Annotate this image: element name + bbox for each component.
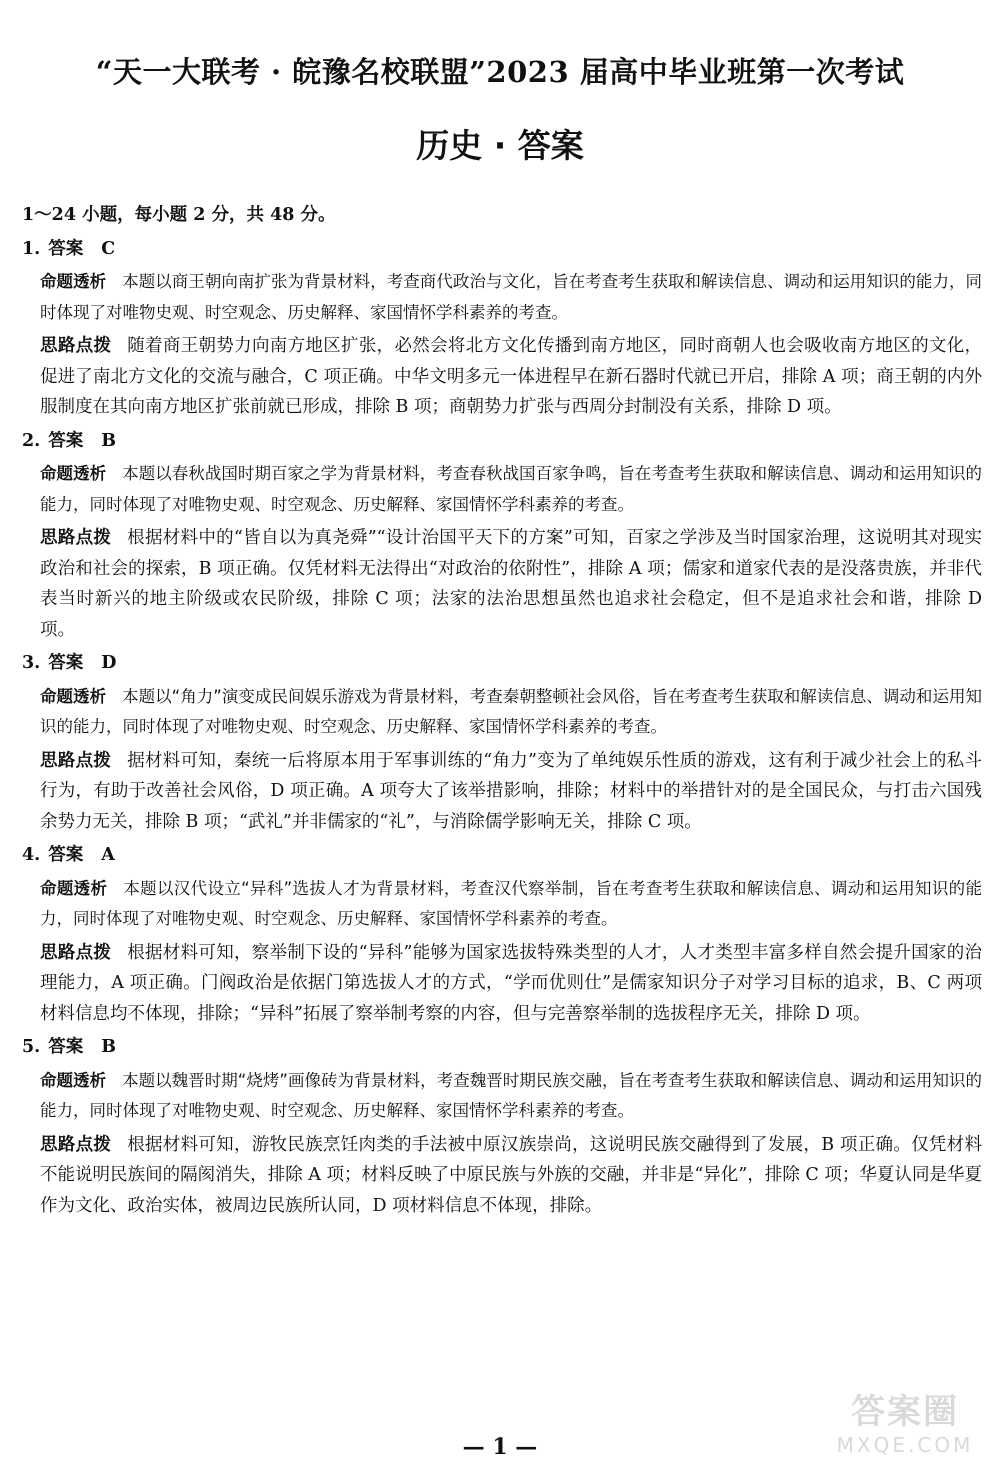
question-number: 2. <box>22 430 41 451</box>
analysis-text: 本题以汉代设立“异科”选拔人才为背景材料，考查汉代察举制，旨在考查考生获取和解读信息、调动和运用知识的能力，同时体现了对唯物史观、时空观念、历史解释、家国情怀学科素养的考查。 <box>40 878 982 928</box>
approach-label: 思路点拨 <box>40 750 112 771</box>
approach-text: 根据材料可知，察举制下设的“异科”能够为国家选拔特殊类型的人才，人才类型丰富多样自然会提升国家的治理能力，A 项正确。门阀政治是依据门第选拔人才的方式，“学而优则仕”是儒家知识分子对学习目标的追求，B、C 两项材料信息均不体现，排除；“异科”拓展了察举制考察的内容，但与完善察举制的选拔程序无关，排除 D 项。 <box>40 942 983 1024</box>
analysis-label: 命题透析 <box>40 272 107 291</box>
question-number: 1. <box>22 238 41 259</box>
question-block <box>22 840 982 1029</box>
answer-label: 答案 <box>48 1037 84 1057</box>
question-number: 5. <box>22 1037 41 1057</box>
question-header <box>22 840 982 871</box>
question-header <box>22 1032 982 1063</box>
approach-text: 据材料可知，秦统一后将原本用于军事训练的“角力”变为了单纯娱乐性质的游戏，这有利于减少社会上的私斗行为，有助于改善社会风俗，D 项正确。A 项夸大了该举措影响，排除；材料中的举措针对的是全国民众，与打击六国残余势力无关，排除 B 项；“武礼”并非儒家的“礼”，与消除儒学影响无关，排除 C 项。 <box>40 750 983 832</box>
question-header <box>22 426 982 457</box>
analysis-label: 命题透析 <box>40 686 107 706</box>
watermark-badge-url: MXQE.COM <box>836 1433 974 1457</box>
score-intro: 1～24 小题，每小题 2 分，共 48 分。 <box>22 205 336 225</box>
answer-content <box>22 200 982 1224</box>
answer-label: 答案 <box>48 845 84 865</box>
page-number: — 1 — <box>462 1434 538 1460</box>
approach-text: 随着商王朝势力向南方地区扩张，必然会将北方文化传播到南方地区，同时商朝人也会吸收南方地区的文化，促进了南北方文化的交流与融合，C 项正确。中华文明多元一体进程早在新石器时代就已开启，排除 A 项；商王朝的内外服制度在其向南方地区扩张前就已形成，排除 B 项；商朝势力扩张与西周分封制没有关系，排除 D 项。 <box>40 336 983 417</box>
approach-label: 思路点拨 <box>40 528 112 548</box>
approach-label: 思路点拨 <box>40 942 112 963</box>
question-number: 3. <box>22 653 41 673</box>
answer-value: C <box>101 238 116 259</box>
question-block <box>22 234 982 423</box>
question-block <box>22 648 982 837</box>
watermark-logo <box>830 1392 980 1472</box>
approach-paragraph <box>22 746 982 838</box>
analysis-paragraph <box>22 267 982 328</box>
answer-label: 答案 <box>48 653 84 673</box>
answer-value: B <box>101 1037 117 1057</box>
watermark-badge-text: 答案圈 <box>851 1392 959 1432</box>
analysis-text: 本题以春秋战国时期百家之学为背景材料，考查春秋战国百家争鸣，旨在考查考生获取和解读信息、调动和运用知识的能力，同时体现了对唯物史观、时空观念、历史解释、家国情怀学科素养的考查。 <box>40 464 983 514</box>
answer-value: A <box>101 845 115 865</box>
analysis-paragraph <box>22 459 982 520</box>
page-title: “天一大联考 · 皖豫名校联盟”2023 届高中毕业班第一次考试 <box>95 55 905 89</box>
question-number: 4. <box>22 845 41 865</box>
analysis-paragraph <box>22 682 982 743</box>
approach-paragraph <box>22 331 982 423</box>
question-header <box>22 648 982 679</box>
approach-paragraph <box>22 523 982 645</box>
analysis-label: 命题透析 <box>40 1070 107 1090</box>
approach-label: 思路点拨 <box>40 336 112 356</box>
analysis-text: 本题以魏晋时期“烧烤”画像砖为背景材料，考查魏晋时期民族交融，旨在考查考生获取和解读信息、调动和运用知识的能力，同时体现了对唯物史观、时空观念、历史解释、家国情怀学科素养的考查。 <box>40 1070 982 1120</box>
analysis-label: 命题透析 <box>40 878 108 898</box>
analysis-label: 命题透析 <box>40 464 107 483</box>
page-subtitle: 历史 · 答案 <box>416 126 584 165</box>
answer-label: 答案 <box>48 238 84 259</box>
approach-label: 思路点拨 <box>40 1134 112 1155</box>
approach-text: 根据材料可知，游牧民族烹饪肉类的手法被中原汉族崇尚，这说明民族交融得到了发展，B 项正确。仅凭材料不能说明民族间的隔阂消失，排除 A 项；材料反映了中原民族与外族的交融，并非是“异化”，排除 C 项；华夏认同是华夏作为文化、政治实体，被周边民族所认同，D 项材料信息不体现，排除。 <box>40 1134 983 1216</box>
answer-value: D <box>101 653 117 673</box>
question-block <box>22 1032 982 1221</box>
analysis-paragraph <box>22 1066 982 1127</box>
approach-paragraph <box>22 938 982 1030</box>
analysis-paragraph <box>22 874 982 935</box>
approach-paragraph <box>22 1130 982 1222</box>
analysis-text: 本题以商王朝向南扩张为背景材料，考查商代政治与文化，旨在考查考生获取和解读信息、调动和运用知识的能力，同时体现了对唯物史观、时空观念、历史解释、家国情怀学科素养的考查。 <box>40 272 983 322</box>
answer-label: 答案 <box>48 430 84 451</box>
answer-value: B <box>101 430 117 451</box>
question-header <box>22 234 982 265</box>
question-block <box>22 426 982 646</box>
analysis-text: 本题以“角力”演变成民间娱乐游戏为背景材料，考查秦朝整顿社会风俗，旨在考查考生获取和解读信息、调动和运用知识的能力，同时体现了对唯物史观、时空观念、历史解释、家国情怀学科素养的考查。 <box>40 686 982 736</box>
approach-text: 根据材料中的“皆自以为真尧舜”“设计治国平天下的方案”可知，百家之学涉及当时国家治理，这说明其对现实政治和社会的探索，B 项正确。仅凭材料无法得出“对政治的依附性”，排除 A 项；儒家和道家代表的是没落贵族，并非代表当时新兴的地主阶级或农民阶级，排除 C 项；法家的法治思想虽然也追求社会稳定，但不是追求社会和谐，排除 D 项。 <box>40 528 982 640</box>
